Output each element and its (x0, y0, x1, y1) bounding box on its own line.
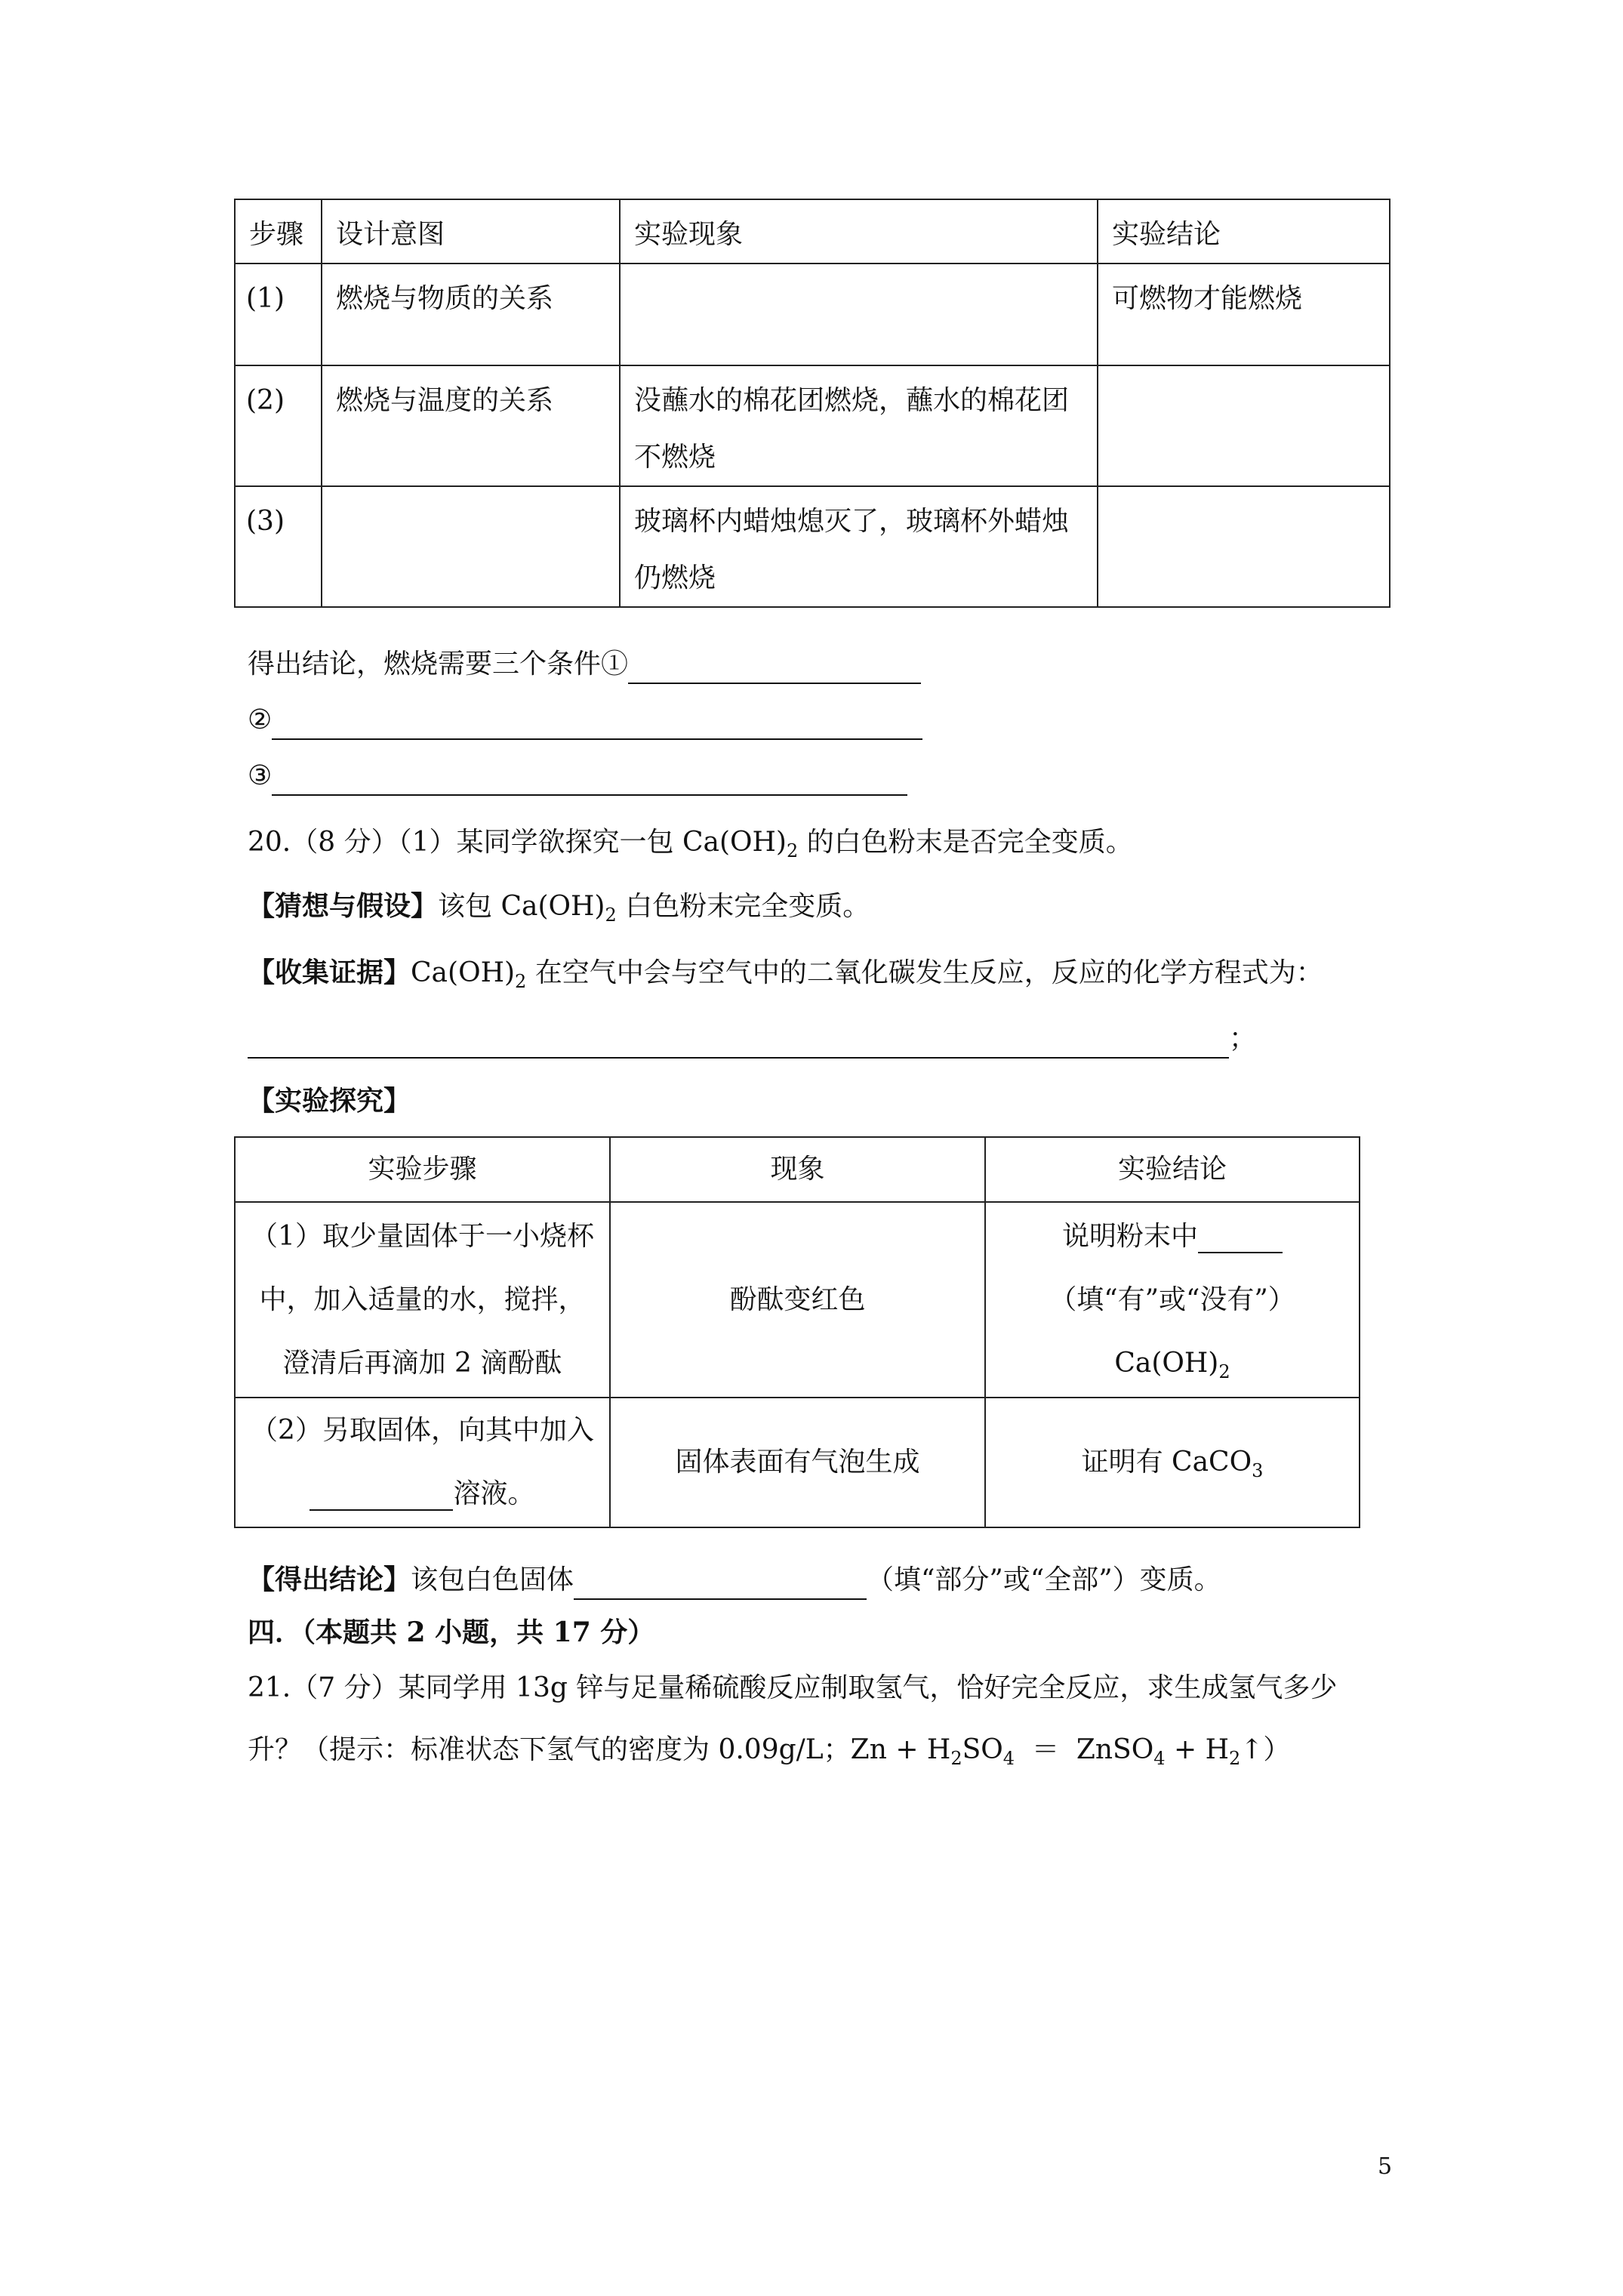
phenomenon-cell: 玻璃杯内蜡烛熄灭了，玻璃杯外蜡烛仍燃烧 (620, 486, 1098, 607)
q20-intro-text: 20.（8 分）（1）某同学欲探究一包 Ca(OH) (248, 827, 787, 858)
subscript: 2 (1228, 1748, 1241, 1769)
conclusion-cell (985, 1202, 1360, 1398)
combustion-table (234, 199, 1390, 608)
answer-blank[interactable] (272, 702, 922, 740)
intent-cell: 燃烧与物质的关系 (322, 264, 620, 365)
q20-hypothesis (248, 888, 870, 925)
answer-blank[interactable] (272, 758, 907, 796)
page-number: 5 (1378, 2153, 1393, 2180)
table-row (235, 264, 1390, 365)
answer-blank[interactable] (1198, 1222, 1283, 1253)
experiment-table (234, 1136, 1360, 1528)
subscript: 2 (1218, 1361, 1230, 1382)
subscript: 2 (950, 1748, 962, 1769)
q21-text: + H (1165, 1734, 1229, 1765)
equation-line (248, 1021, 1256, 1059)
table-row (235, 486, 1390, 607)
conditions-line-3 (248, 758, 907, 796)
header-cell: 设计意图 (322, 199, 620, 264)
hypothesis-text: 该包 Ca(OH) (438, 891, 605, 922)
q20-evidence (248, 954, 1323, 991)
section-heading: 四．（本题共 2 小题，共 17 分） (248, 1616, 655, 1648)
answer-blank[interactable] (310, 1479, 453, 1511)
conclusion-cell: 可燃物才能燃烧 (1098, 264, 1390, 365)
step-cell: （1）取少量固体于一小烧杯中，加入适量的水，搅拌，澄清后再滴加 2 滴酚酞 (235, 1202, 610, 1398)
header-cell: 步骤 (235, 199, 322, 264)
intent-cell (322, 486, 620, 607)
explore-heading (248, 1083, 411, 1120)
step-text: 溶液。 (453, 1478, 535, 1509)
circled-two-mark: ② (248, 704, 273, 735)
q21-text: SO (962, 1734, 1003, 1765)
table-header-row (235, 199, 1390, 264)
q21-text: ＝ ZnSO (1015, 1734, 1154, 1765)
circled-three-mark: ③ (248, 760, 273, 791)
evidence-text: 在空气中会与空气中的二氧化碳发生反应，反应的化学方程式为： (526, 957, 1323, 988)
header-cell: 实验步骤 (235, 1137, 610, 1202)
step-cell: (3) (235, 486, 322, 607)
step-text: （2）另取固体，向其中加入 (251, 1415, 594, 1446)
step-cell: (2) (235, 365, 322, 486)
phenomenon-cell: 固体表面有气泡生成 (610, 1398, 985, 1527)
subscript: 4 (1002, 1748, 1015, 1769)
final-conclusion-text: （填“部分”或“全部”）变质。 (867, 1564, 1221, 1595)
evidence-text: Ca(OH) (411, 957, 516, 988)
conditions-line-2 (248, 702, 922, 740)
table-row (235, 1202, 1360, 1398)
step-cell (235, 1398, 610, 1527)
equation-blank[interactable] (248, 1021, 1229, 1059)
answer-blank[interactable] (628, 646, 921, 684)
header-cell: 实验结论 (1098, 199, 1390, 264)
q21-line-1: 21.（7 分）某同学用 13g 锌与足量稀硫酸反应制取氢气，恰好完全反应，求生成氢气多少 (248, 1672, 1338, 1703)
conclusion-cell (985, 1398, 1360, 1527)
conditions-text: 得出结论，燃烧需要三个条件① (248, 649, 629, 680)
phenomenon-cell: 没蘸水的棉花团燃烧，蘸水的棉花团不燃烧 (620, 365, 1098, 486)
subscript: 2 (515, 971, 527, 992)
conclusion-text: 说明粉末中 (1061, 1220, 1198, 1252)
intent-cell: 燃烧与温度的关系 (322, 365, 620, 486)
subscript: 2 (605, 905, 617, 926)
q21-text: 升？（提示：标准状态下氢气的密度为 0.09g/L；Zn + H (248, 1734, 951, 1765)
table-row (235, 1398, 1360, 1527)
table-header-row (235, 1137, 1360, 1202)
conclusion-cell (1098, 486, 1390, 607)
equation-end: ； (1229, 1023, 1257, 1054)
phenomenon-cell (620, 264, 1098, 365)
header-cell: 实验现象 (620, 199, 1098, 264)
conclusion-text: （填“有”或“没有”） Ca(OH) (1049, 1284, 1295, 1379)
q20-intro-text: 的白色粉末是否完全变质。 (798, 827, 1133, 858)
subscript: 4 (1153, 1748, 1166, 1769)
q21-line-2 (248, 1732, 1290, 1768)
final-conclusion (248, 1561, 1221, 1600)
subscript: 3 (1252, 1460, 1264, 1481)
conditions-line-1 (248, 646, 921, 684)
evidence-tag: 【收集证据】 (248, 957, 411, 988)
q21-text: ↑） (1240, 1734, 1291, 1765)
conclusion-cell (1098, 365, 1390, 486)
final-conclusion-tag: 【得出结论】 (248, 1564, 411, 1595)
answer-blank[interactable] (574, 1562, 867, 1600)
table-row (235, 365, 1390, 486)
header-cell: 实验结论 (985, 1137, 1360, 1202)
conclusion-text: 证明有 CaCO (1081, 1447, 1252, 1478)
header-cell: 现象 (610, 1137, 985, 1202)
subscript: 2 (786, 840, 799, 861)
step-cell: (1) (235, 264, 322, 365)
hypothesis-tag: 【猜想与假设】 (248, 890, 439, 922)
hypothesis-text: 白色粉末完全变质。 (616, 891, 870, 922)
explore-tag: 【实验探究】 (248, 1085, 411, 1117)
phenomenon-cell: 酚酞变红色 (610, 1202, 985, 1398)
q20-intro (248, 824, 1133, 861)
final-conclusion-text: 该包白色固体 (411, 1564, 574, 1595)
